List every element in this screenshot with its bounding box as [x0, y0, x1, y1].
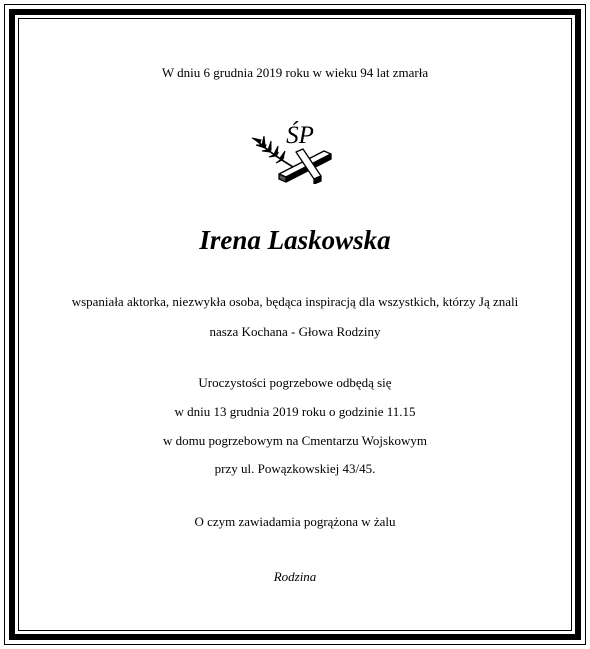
deceased-name: Irena Laskowska [199, 225, 391, 255]
ceremony-line: w dniu 13 grudnia 2019 roku o godzinie 11.15 [174, 404, 416, 419]
death-announcement: W dniu 6 grudnia 2019 roku w wieku 94 lat zmarła [161, 65, 429, 80]
obituary-notice [18, 18, 572, 631]
ceremony-line: w domu pogrzebowym na Cmentarzu Wojskowym [162, 433, 428, 448]
ceremony-line: przy ul. Powązkowskiej 43/45. [214, 461, 376, 476]
cross-emblem [246, 118, 346, 184]
description-line: wspaniała aktorka, niezwykła osoba, będąca inspiracją dla wszystkich, którzy Ją znali [71, 294, 519, 309]
family-notice: O czym zawiadamia pogrążona w żalu [194, 514, 396, 529]
sp-initials: ŚP [286, 122, 314, 149]
signature: Rodzina [273, 569, 317, 584]
cross-icon [279, 149, 331, 184]
description-line: nasza Kochana - Głowa Rodziny [209, 324, 381, 339]
ceremony-line: Uroczystości pogrzebowe odbędą się [198, 375, 392, 390]
